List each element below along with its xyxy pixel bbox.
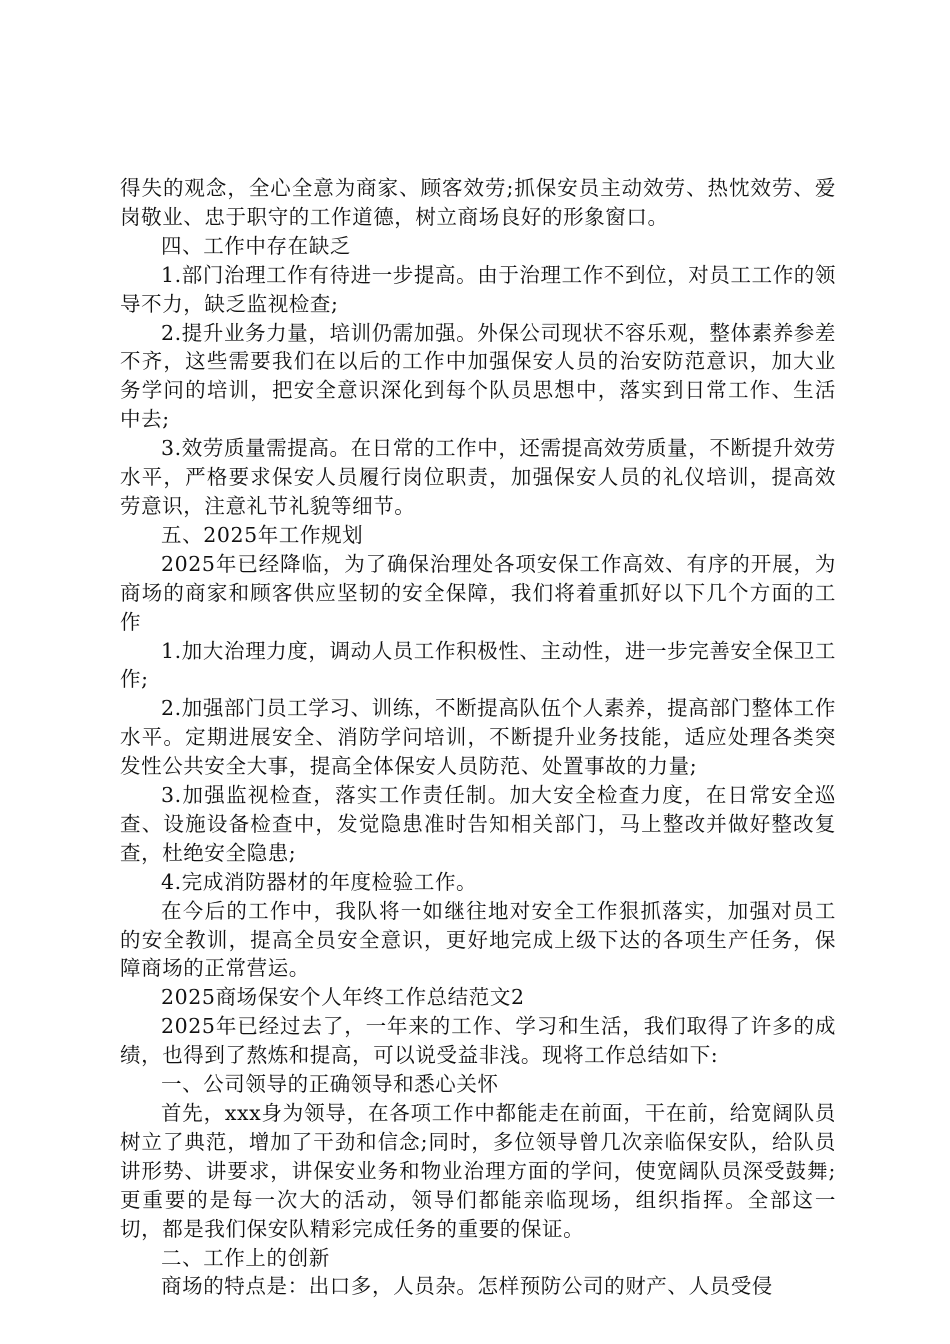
paragraph: 2025年已经降临，为了确保治理处各项安保工作高效、有序的开展，为商场的商家和顾客供应坚韧的安全保障，我们将着重抓好以下几个方面的工作 bbox=[120, 551, 836, 634]
paragraph: 得失的观念，全心全意为商家、顾客效劳;抓保安员主动效劳、热忱效劳、爱岗敬业、忠于职守的工作道德，树立商场良好的形象窗口。 bbox=[120, 176, 836, 229]
document-subtitle: 2025商场保安个人年终工作总结范文2 bbox=[161, 985, 525, 1010]
document-body bbox=[120, 174, 836, 1301]
section-heading: 一、公司领导的正确领导和悉心关怀 bbox=[161, 1072, 499, 1097]
paragraph: 4.完成消防器材的年度检验工作。 bbox=[161, 869, 478, 894]
paragraph: 商场的特点是：出口多，人员杂。怎样预防公司的财产、人员受侵 bbox=[161, 1274, 773, 1299]
paragraph: 首先，xxx身为领导，在各项工作中都能走在前面，干在前，给宽阔队员树立了典范，增加了干劲和信念;同时，多位领导曾几次亲临保安队，给队员讲形势、讲要求，讲保安业务和物业治理方面的学问，使宽阔队员深受鼓舞;更重要的是每一次大的活动，领导们都能亲临现场，组织指挥。全部这一切，都是我们保安队精彩完成任务的重要的保证。 bbox=[120, 1101, 836, 1241]
paragraph: 3.加强监视检查，落实工作责任制。加大安全检查力度，在日常安全巡查、设施设备检查中，发觉隐患准时告知相关部门，马上整改并做好整改复查，杜绝安全隐患; bbox=[120, 783, 836, 865]
paragraph: 2.提升业务力量，培训仍需加强。外保公司现状不容乐观，整体素养参差不齐，这些需要我们在以后的工作中加强保安人员的治安防范意识，加大业务学问的培训，把安全意识深化到每个队员思想中，落实到日常工作、生活中去; bbox=[120, 320, 836, 432]
paragraph: 3.效劳质量需提高。在日常的工作中，还需提高效劳质量，不断提升效劳水平，严格要求保安人员履行岗位职责，加强保安人员的礼仪培训，提高效劳意识，注意礼节礼貌等细节。 bbox=[120, 436, 836, 518]
paragraph: 2.加强部门员工学习、训练，不断提高队伍个人素养，提高部门整体工作水平。定期进展安全、消防学问培训，不断提升业务技能，适应处理各类突发性公共安全大事，提高全体保安人员防范、处置事故的力量; bbox=[120, 696, 836, 779]
paragraph: 1.部门治理工作有待进一步提高。由于治理工作不到位，对员工工作的领导不力，缺乏监视检查; bbox=[120, 262, 836, 316]
paragraph: 在今后的工作中，我队将一如继往地对安全工作狠抓落实，加强对员工的安全教训，提高全员安全意识，更好地完成上级下达的各项生产任务，保障商场的正常营运。 bbox=[120, 898, 836, 981]
section-heading: 二、工作上的创新 bbox=[161, 1245, 330, 1270]
paragraph: 2025年已经过去了，一年来的工作、学习和生活，我们取得了许多的成绩，也得到了熬炼和提高，可以说受益非浅。现将工作总结如下: bbox=[120, 1014, 836, 1068]
paragraph: 1.加大治理力度，调动人员工作积极性、主动性，进一步完善安全保卫工作; bbox=[120, 638, 836, 692]
section-heading: 四、工作中存在缺乏 bbox=[161, 233, 351, 258]
section-heading: 五、2025年工作规划 bbox=[161, 522, 364, 547]
